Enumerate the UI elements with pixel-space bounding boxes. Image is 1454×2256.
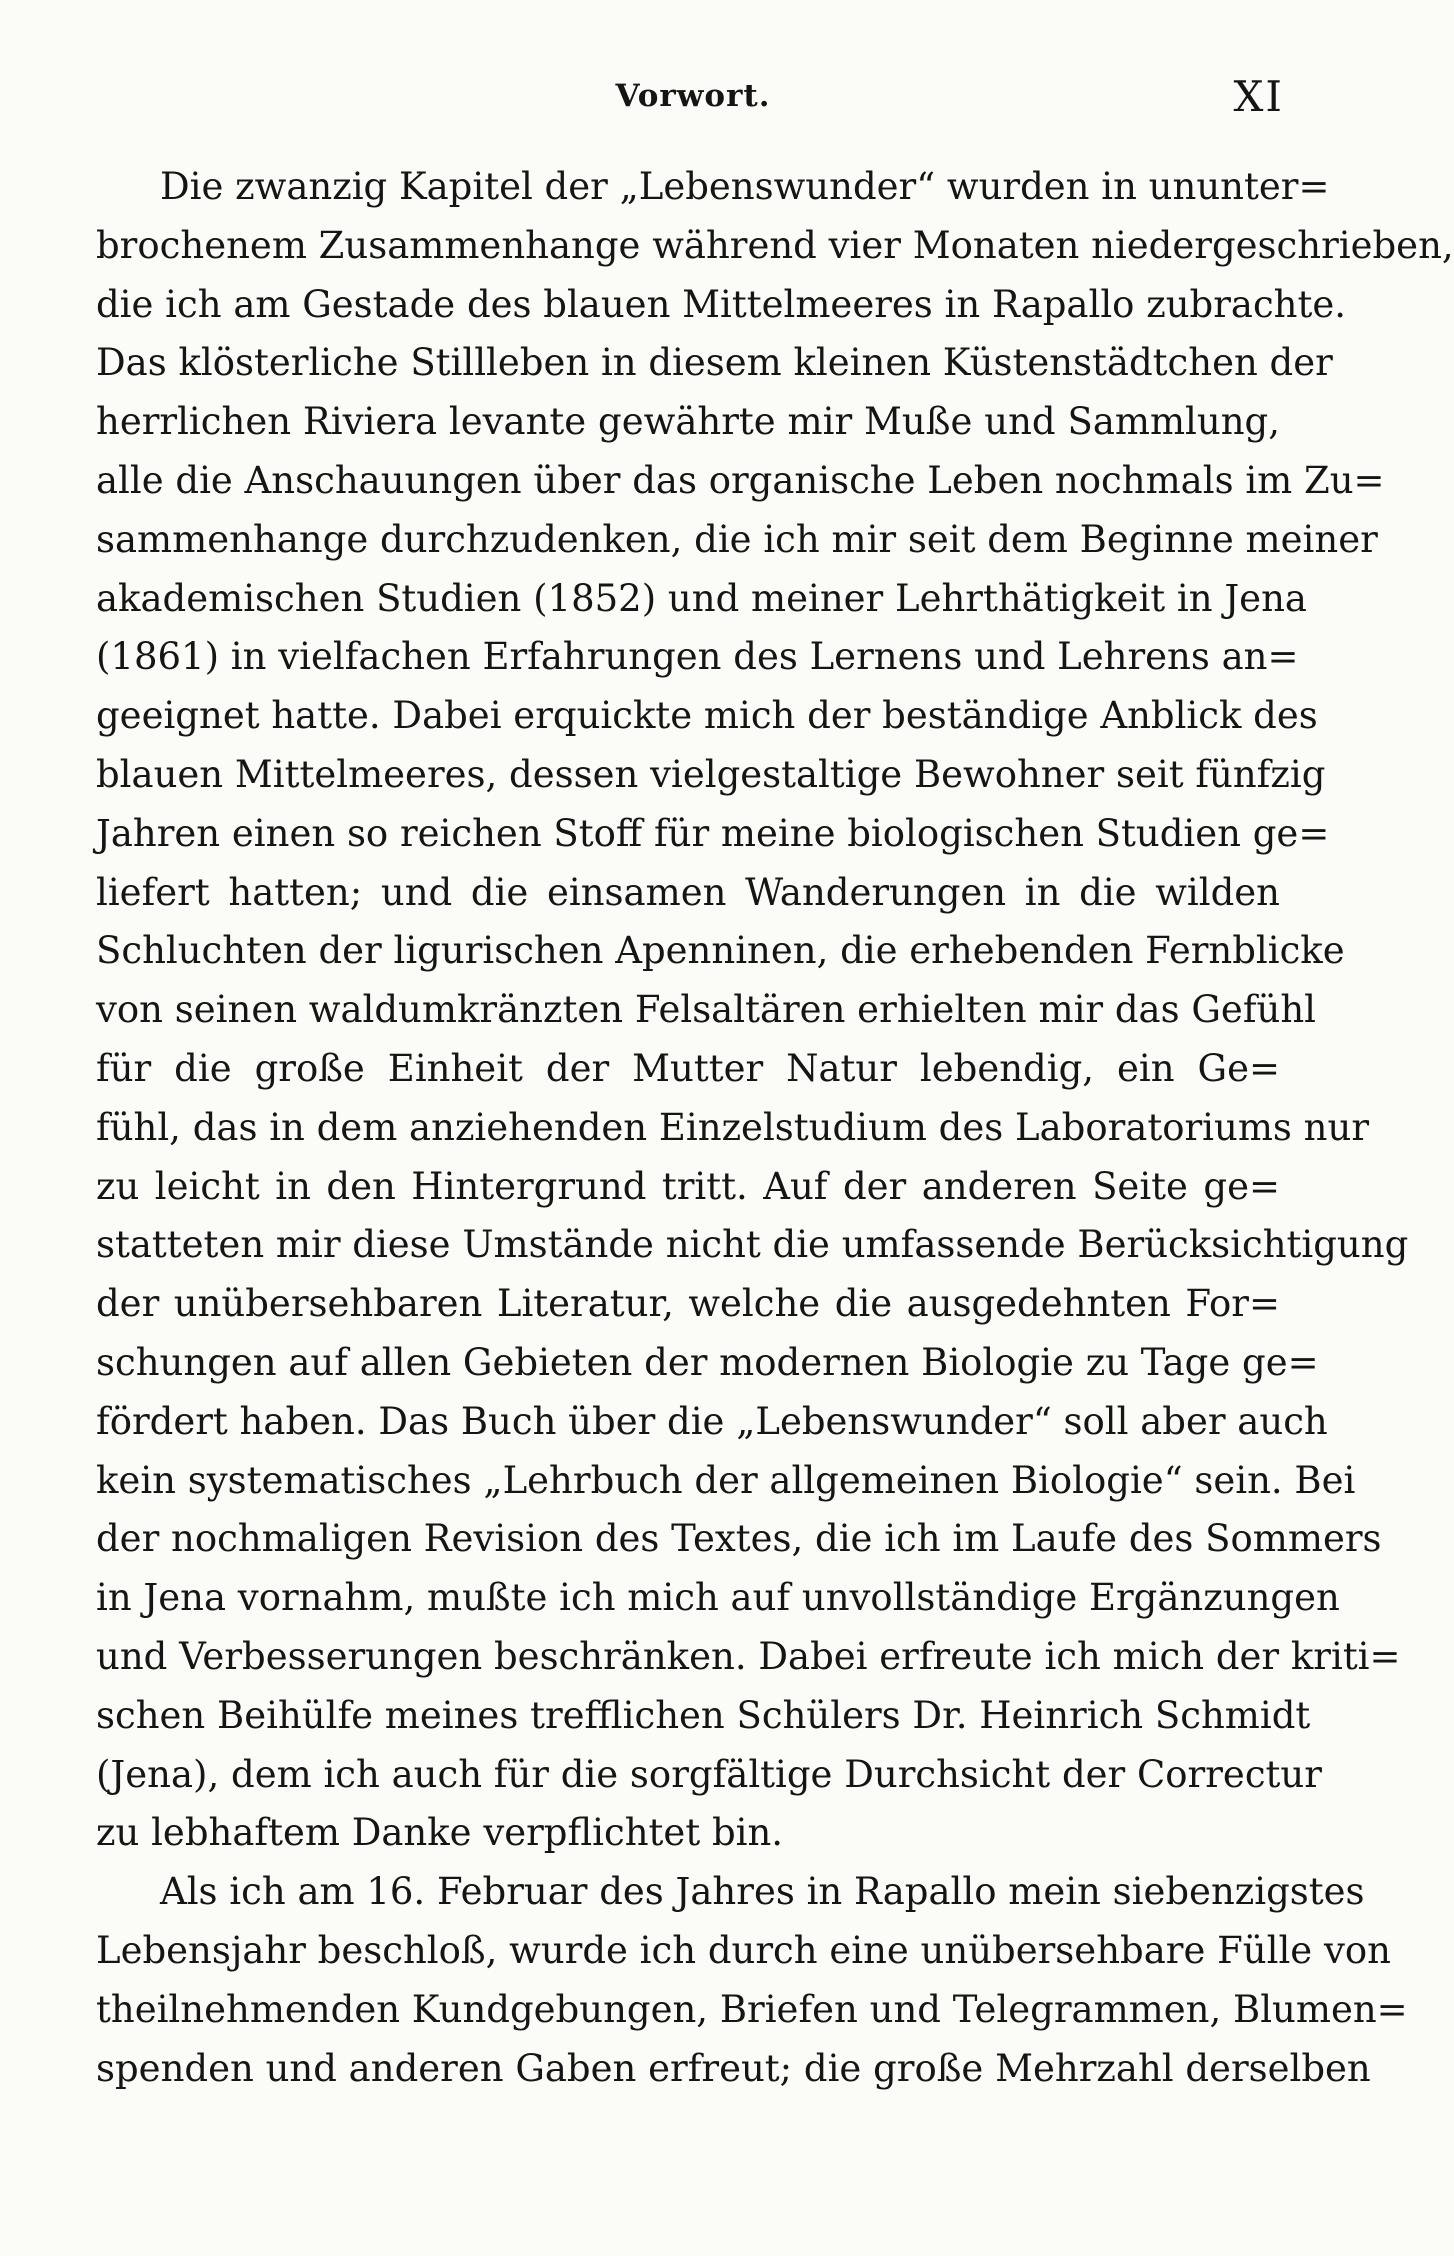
- text-line: zu lebhaftem Danke verpflichtet bin.: [96, 1811, 784, 1855]
- text-line: akademischen Studien (1852) und meiner Lehrthätigkeit in Jena: [96, 576, 1307, 620]
- text-line: die ich am Gestade des blauen Mittelmeeres in Rapallo zubrachte.: [96, 282, 1347, 326]
- text-line: fühl, das in dem anziehenden Einzelstudium des Laboratoriums nur: [96, 1105, 1370, 1149]
- text-line: Das klösterliche Stillleben in diesem kleinen Küstenstädtchen der: [96, 341, 1333, 385]
- text-line: sammenhange durchzudenken, die ich mir seit dem Beginne meiner: [96, 517, 1378, 561]
- text-line: von seinen waldumkränzten Felsaltären erhielten mir das Gefühl: [96, 988, 1317, 1032]
- text-line: Schluchten der ligurischen Apenninen, die erhebenden Fernblicke: [96, 929, 1345, 973]
- text-line: alle die Anschauungen über das organische Leben nochmals im Zu=: [96, 458, 1385, 502]
- text-line: der unübersehbaren Literatur, welche die ausgedehnten For=: [96, 1282, 1280, 1326]
- text-line: Als ich am 16. Februar des Jahres in Rapallo mein siebenzigstes: [160, 1870, 1365, 1914]
- text-line: brochenem Zusammenhange während vier Monaten niedergeschrieben,: [96, 223, 1454, 267]
- text-line: Lebensjahr beschloß, wurde ich durch eine unübersehbare Fülle von: [96, 1928, 1391, 1972]
- text-line: herrlichen Riviera levante gewährte mir Muße und Sammlung,: [96, 400, 1280, 444]
- text-line: statteten mir diese Umstände nicht die umfassende Berücksichtigung: [96, 1223, 1409, 1267]
- running-title: Vorwort.: [615, 78, 771, 114]
- text-line: und Verbesserungen beschränken. Dabei erfreute ich mich der kriti=: [96, 1634, 1401, 1678]
- text-line: zu leicht in den Hintergrund tritt. Auf der anderen Seite ge=: [96, 1164, 1280, 1208]
- text-line: (Jena), dem ich auch für die sorgfältige Durchsicht der Correctur: [96, 1752, 1322, 1796]
- text-line: kein systematisches „Lehrbuch der allgemeinen Biologie“ sein. Bei: [96, 1458, 1356, 1502]
- text-line: schen Beihülfe meines trefflichen Schülers Dr. Heinrich Schmidt: [96, 1693, 1311, 1737]
- text-line: für die große Einheit der Mutter Natur lebendig, ein Ge=: [96, 1046, 1280, 1090]
- text-line: Die zwanzig Kapitel der „Lebenswunder“ wurden in ununter=: [160, 165, 1330, 208]
- page-header: [0, 72, 1386, 122]
- text-line: liefert hatten; und die einsamen Wanderungen in die wilden: [96, 870, 1280, 914]
- text-line: der nochmaligen Revision des Textes, die ich im Laufe des Sommers: [96, 1517, 1382, 1561]
- text-line: spenden und anderen Gaben erfreut; die große Mehrzahl derselben: [96, 2046, 1371, 2090]
- text-line: (1861) in vielfachen Erfahrungen des Lernens und Lehrens an=: [96, 635, 1299, 679]
- text-line: blauen Mittelmeeres, dessen vielgestaltige Bewohner seit fünfzig: [96, 752, 1326, 796]
- text-line: theilnehmenden Kundgebungen, Briefen und Telegrammen, Blumen=: [96, 1987, 1408, 2031]
- text-line: geeignet hatte. Dabei erquickte mich der beständige Anblick des: [96, 694, 1318, 738]
- text-line: schungen auf allen Gebieten der modernen Biologie zu Tage ge=: [96, 1340, 1319, 1384]
- page-number: XI: [1233, 72, 1284, 121]
- body-text: [96, 158, 1454, 2098]
- text-line: in Jena vornahm, mußte ich mich auf unvollständige Ergänzungen: [96, 1576, 1340, 1620]
- text-line: Jahren einen so reichen Stoff für meine biologischen Studien ge=: [96, 811, 1330, 855]
- text-line: fördert haben. Das Buch über die „Lebenswunder“ soll aber auch: [96, 1399, 1328, 1443]
